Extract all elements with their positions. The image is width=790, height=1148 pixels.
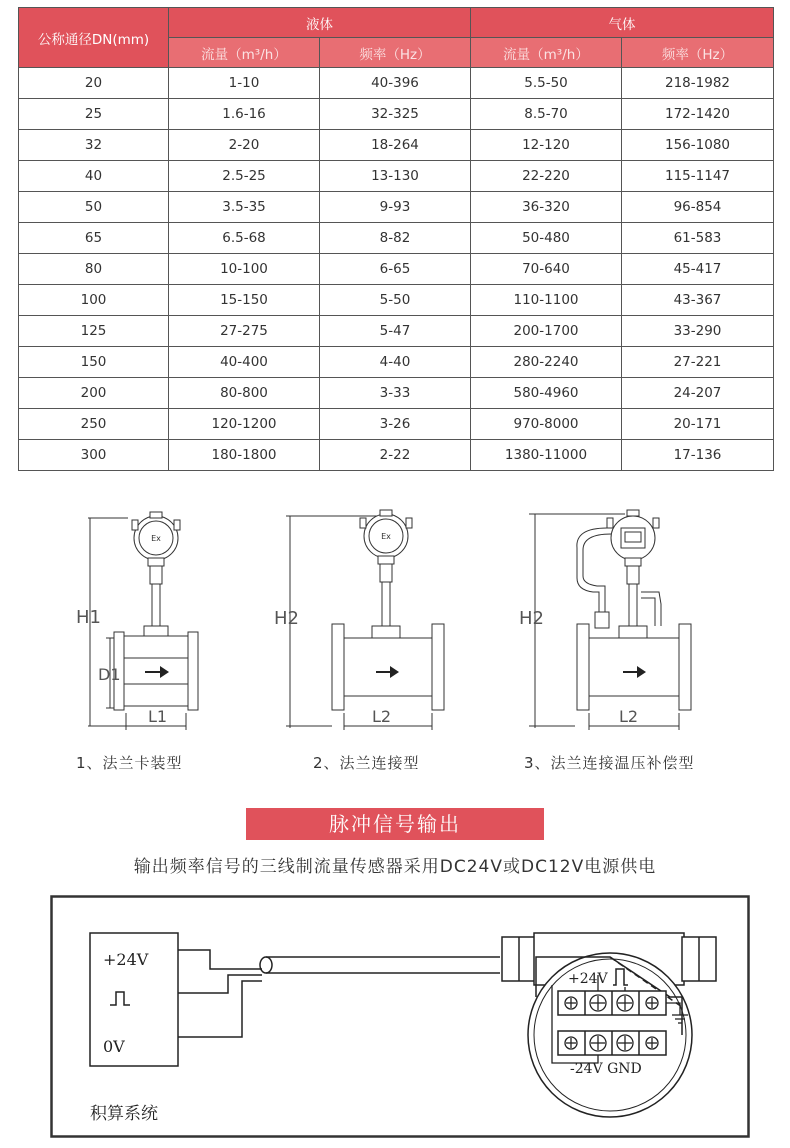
table-row (19, 440, 774, 471)
drawing2-l-label: L2 (372, 707, 392, 726)
table-row (19, 316, 774, 347)
table-cell: 36-320 (471, 192, 622, 223)
table-cell: 218-1982 (622, 68, 774, 99)
table-row (19, 161, 774, 192)
table-cell: 300 (19, 440, 169, 471)
table-row (19, 68, 774, 99)
spec-table-body (19, 68, 774, 471)
table-cell: 61-583 (622, 223, 774, 254)
table-cell: 18-264 (320, 130, 471, 161)
subheader-liquid-freq: 频率（Hz） (320, 38, 471, 68)
wiring-diagram (50, 895, 750, 1140)
table-cell: 8-82 (320, 223, 471, 254)
table-row (19, 99, 774, 130)
table-cell: 3-26 (320, 409, 471, 440)
table-row (19, 409, 774, 440)
table-cell: 250 (19, 409, 169, 440)
table-cell: 150 (19, 347, 169, 378)
table-cell: 120-1200 (169, 409, 320, 440)
table-cell: 2-22 (320, 440, 471, 471)
table-cell: 100 (19, 285, 169, 316)
table-cell: 156-1080 (622, 130, 774, 161)
drawing-flange-type (272, 508, 472, 738)
table-cell: 3.5-35 (169, 192, 320, 223)
header-gas: 气体 (471, 8, 774, 38)
table-cell: 50 (19, 192, 169, 223)
table-cell: 3-33 (320, 378, 471, 409)
table-cell: 8.5-70 (471, 99, 622, 130)
pulse-description: 输出频率信号的三线制流量传感器采用DC24V或DC12V电源供电 (133, 857, 657, 877)
table-cell: 32 (19, 130, 169, 161)
table-cell: 80 (19, 254, 169, 285)
table-cell: 40 (19, 161, 169, 192)
drawing1-l-label: L1 (148, 707, 168, 726)
table-cell: 20-171 (622, 409, 774, 440)
table-cell: 280-2240 (471, 347, 622, 378)
table-cell: 200-1700 (471, 316, 622, 347)
drawing1-h-label: H1 (76, 607, 101, 628)
table-cell: 17-136 (622, 440, 774, 471)
table-cell: 2-20 (169, 130, 320, 161)
wiring-0v-label: 0V (103, 1037, 125, 1056)
table-cell: 172-1420 (622, 99, 774, 130)
table-cell: 10-100 (169, 254, 320, 285)
table-cell: 125 (19, 316, 169, 347)
table-row (19, 223, 774, 254)
table-cell: 45-417 (622, 254, 774, 285)
table-cell: 115-1147 (622, 161, 774, 192)
terminal-minus24-gnd-label: -24V GND (570, 1061, 642, 1077)
table-cell: 40-400 (169, 347, 320, 378)
table-cell: 27-221 (622, 347, 774, 378)
drawing1-d-label: D1 (98, 665, 121, 684)
wiring-plus24-label: +24V (103, 950, 149, 969)
table-cell: 40-396 (320, 68, 471, 99)
subheader-liquid-flow: 流量（m³/h） (169, 38, 320, 68)
table-cell: 65 (19, 223, 169, 254)
table-cell: 43-367 (622, 285, 774, 316)
table-cell: 22-220 (471, 161, 622, 192)
drawing3-l-label: L2 (619, 707, 639, 726)
table-cell: 15-150 (169, 285, 320, 316)
table-cell: 5.5-50 (471, 68, 622, 99)
subheader-gas-flow: 流量（m³/h） (471, 38, 622, 68)
table-cell: 4-40 (320, 347, 471, 378)
table-cell: 27-275 (169, 316, 320, 347)
table-cell: 96-854 (622, 192, 774, 223)
table-cell: 2.5-25 (169, 161, 320, 192)
drawing3-h-label: H2 (519, 608, 544, 629)
terminal-plus24-label: +24V (568, 971, 608, 987)
pulse-title-banner: 脉冲信号输出 (246, 808, 544, 840)
table-cell: 200 (19, 378, 169, 409)
table-cell: 1380-11000 (471, 440, 622, 471)
table-cell: 110-1100 (471, 285, 622, 316)
table-cell: 5-47 (320, 316, 471, 347)
table-cell: 50-480 (471, 223, 622, 254)
table-row (19, 192, 774, 223)
table-cell: 9-93 (320, 192, 471, 223)
drawing-compensation-type (515, 508, 715, 738)
table-row (19, 347, 774, 378)
table-cell: 13-130 (320, 161, 471, 192)
table-cell: 180-1800 (169, 440, 320, 471)
subheader-gas-freq: 频率（Hz） (622, 38, 774, 68)
table-cell: 70-640 (471, 254, 622, 285)
header-liquid: 液体 (169, 8, 471, 38)
drawing1-caption: 1、法兰卡装型 (76, 754, 183, 772)
table-cell: 32-325 (320, 99, 471, 130)
table-row (19, 285, 774, 316)
table-cell: 580-4960 (471, 378, 622, 409)
header-dn: 公称通径DN(mm) (19, 8, 169, 68)
table-cell: 970-8000 (471, 409, 622, 440)
table-row (19, 130, 774, 161)
table-cell: 80-800 (169, 378, 320, 409)
table-cell: 12-120 (471, 130, 622, 161)
table-row (19, 254, 774, 285)
table-cell: 5-50 (320, 285, 471, 316)
drawing2-ex-mark: Ex (381, 532, 391, 541)
spec-table (18, 7, 774, 471)
drawing2-caption: 2、法兰连接型 (313, 754, 420, 772)
table-cell: 33-290 (622, 316, 774, 347)
table-cell: 6-65 (320, 254, 471, 285)
drawing-clamp-type (70, 508, 210, 738)
drawing3-caption: 3、法兰连接温压补偿型 (524, 754, 695, 772)
table-cell: 1.6-16 (169, 99, 320, 130)
integrator-system-label: 积算系统 (90, 1104, 158, 1124)
table-cell: 6.5-68 (169, 223, 320, 254)
table-row (19, 378, 774, 409)
table-cell: 24-207 (622, 378, 774, 409)
drawing1-ex-mark: Ex (151, 534, 161, 543)
table-cell: 20 (19, 68, 169, 99)
drawing2-h-label: H2 (274, 608, 299, 629)
table-cell: 25 (19, 99, 169, 130)
table-cell: 1-10 (169, 68, 320, 99)
